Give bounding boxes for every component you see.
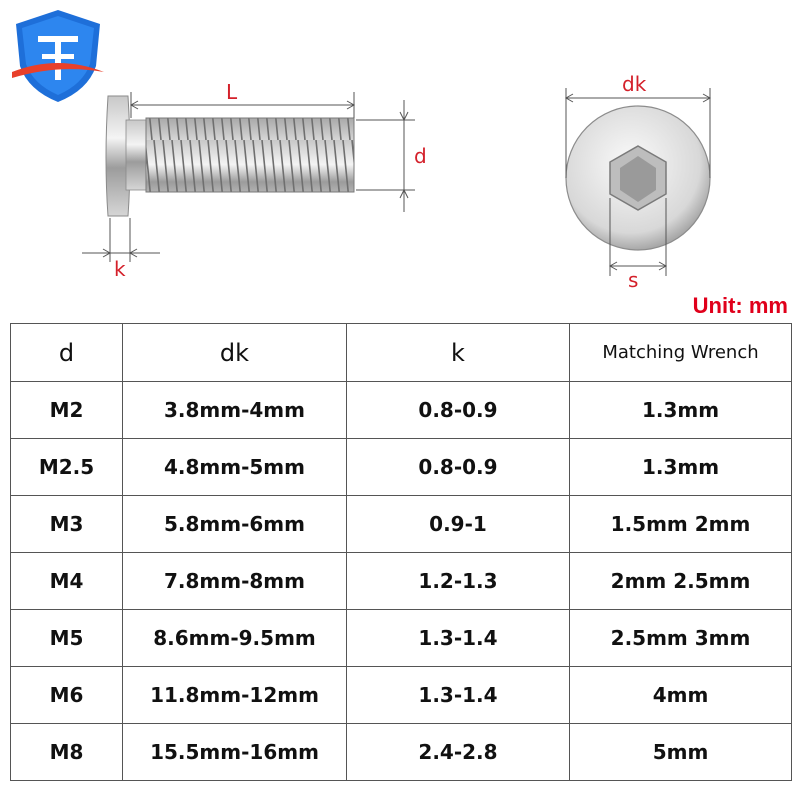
cell-dk: 4.8mm-5mm bbox=[123, 439, 347, 496]
cell-dk: 15.5mm-16mm bbox=[123, 724, 347, 781]
screw-side-view bbox=[106, 96, 354, 216]
table-row bbox=[11, 553, 792, 610]
cell-wrench: 1.3mm bbox=[570, 439, 792, 496]
cell-d: M4 bbox=[11, 553, 123, 610]
cell-k: 0.8-0.9 bbox=[347, 439, 570, 496]
cell-k: 1.3-1.4 bbox=[347, 667, 570, 724]
spec-table bbox=[10, 323, 792, 781]
table-row bbox=[11, 724, 792, 781]
unit-label: Unit: mm bbox=[692, 293, 788, 318]
cell-wrench: 4mm bbox=[570, 667, 792, 724]
cell-wrench: 2mm 2.5mm bbox=[570, 553, 792, 610]
header-dk: dk bbox=[123, 324, 347, 382]
cell-d: M2.5 bbox=[11, 439, 123, 496]
cell-k: 0.9-1 bbox=[347, 496, 570, 553]
screw-head-top-view bbox=[566, 106, 710, 250]
cell-wrench: 5mm bbox=[570, 724, 792, 781]
cell-d: M5 bbox=[11, 610, 123, 667]
cell-wrench: 2.5mm 3mm bbox=[570, 610, 792, 667]
cell-d: M8 bbox=[11, 724, 123, 781]
dimension-label-s: s bbox=[628, 268, 639, 292]
dimension-label-k: k bbox=[114, 257, 126, 281]
dimension-label-dk: dk bbox=[622, 72, 647, 96]
cell-d: M3 bbox=[11, 496, 123, 553]
table-header-row bbox=[11, 324, 792, 382]
cell-k: 1.3-1.4 bbox=[347, 610, 570, 667]
cell-k: 2.4-2.8 bbox=[347, 724, 570, 781]
cell-dk: 8.6mm-9.5mm bbox=[123, 610, 347, 667]
header-matching-wrench: Matching Wrench bbox=[570, 324, 792, 382]
table-row bbox=[11, 496, 792, 553]
cell-k: 0.8-0.9 bbox=[347, 382, 570, 439]
dimension-label-L: L bbox=[226, 80, 238, 104]
cell-wrench: 1.3mm bbox=[570, 382, 792, 439]
cell-dk: 3.8mm-4mm bbox=[123, 382, 347, 439]
table-row bbox=[11, 610, 792, 667]
dimension-label-d: d bbox=[414, 144, 427, 168]
cell-d: M2 bbox=[11, 382, 123, 439]
cell-k: 1.2-1.3 bbox=[347, 553, 570, 610]
screw-dimension-drawing bbox=[0, 0, 800, 300]
table-row bbox=[11, 382, 792, 439]
cell-dk: 7.8mm-8mm bbox=[123, 553, 347, 610]
cell-dk: 11.8mm-12mm bbox=[123, 667, 347, 724]
cell-d: M6 bbox=[11, 667, 123, 724]
table-row bbox=[11, 667, 792, 724]
header-d: d bbox=[11, 324, 123, 382]
table-row bbox=[11, 439, 792, 496]
cell-wrench: 1.5mm 2mm bbox=[570, 496, 792, 553]
cell-dk: 5.8mm-6mm bbox=[123, 496, 347, 553]
header-k: k bbox=[347, 324, 570, 382]
